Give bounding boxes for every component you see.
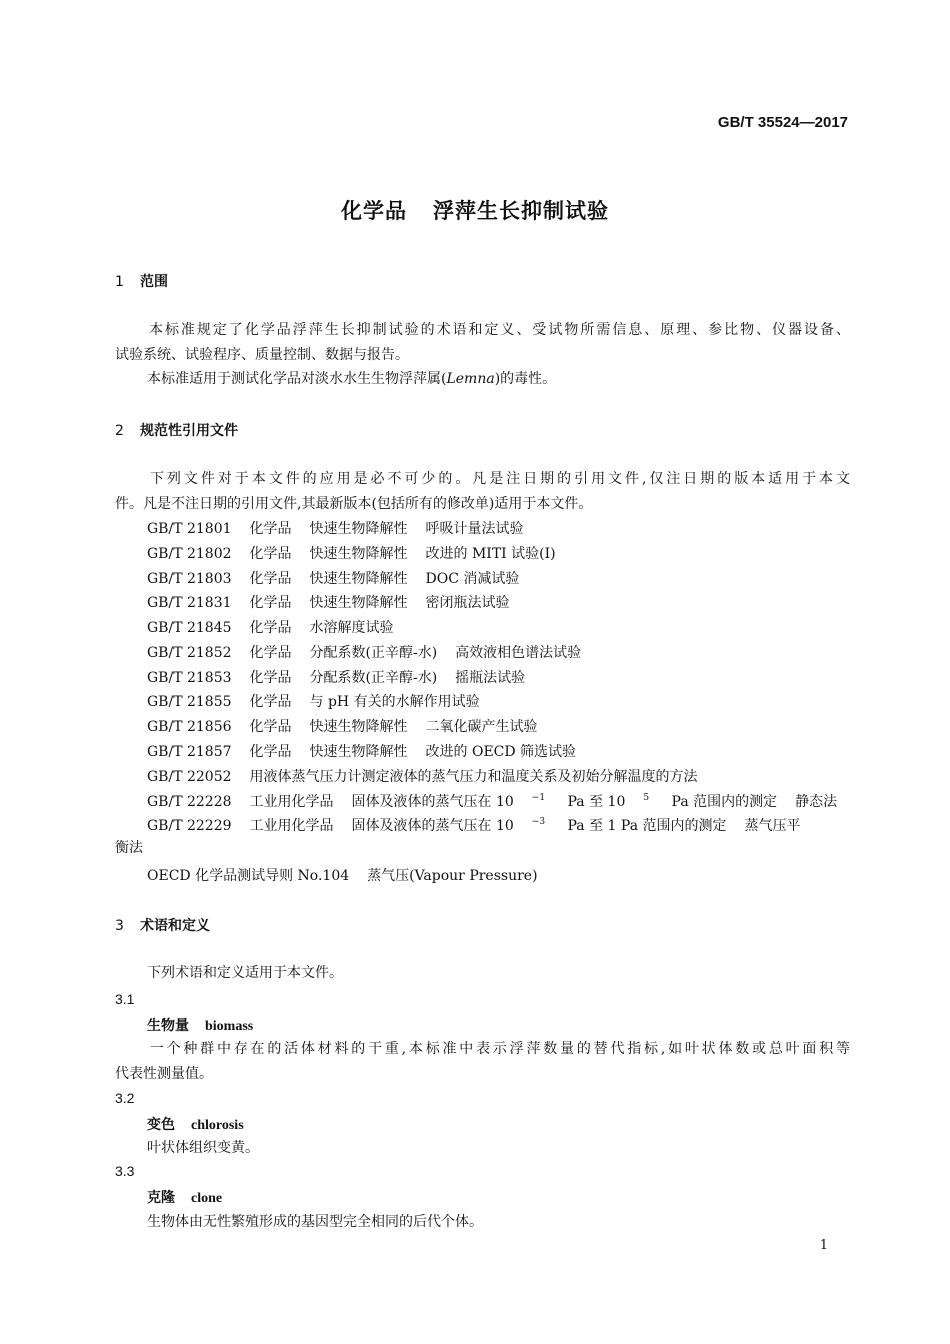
reference-item: GB/T 21845 化学品 水溶解度试验	[147, 620, 394, 636]
reference-item: GB/T 21802 化学品 快速生物降解性 改进的 MITI 试验(Ⅰ)	[147, 546, 556, 562]
reference-item: GB/T 22052 用液体蒸气压力计测定液体的蒸气压力和温度关系及初始分解温度的方法	[147, 769, 698, 785]
term-heading: 变色 chlorosis	[147, 1117, 244, 1133]
scope-paragraph-1-line-1: 本标准规定了化学品浮萍生长抑制试验的术语和定义、受试物所需信息、原理、参比物、仪器设备、	[147, 322, 850, 338]
section-number: 2	[115, 423, 124, 439]
reference-item: GB/T 22229 工业用化学品 固体及液体的蒸气压在 10 $^{-3}$ Pa 至 1 Pa 范围内的测定 蒸气压平	[147, 817, 801, 834]
section-number: 1	[115, 274, 124, 290]
term-number: 3.1	[115, 991, 135, 1007]
document-title	[0, 195, 950, 225]
scope-paragraph-1-line-2: 试验系统、试验程序、质量控制、数据与报告。	[115, 347, 409, 363]
genus-lemna: Lemna	[446, 371, 495, 387]
section-heading-2	[115, 420, 238, 440]
title-part-1: 化学品	[341, 199, 407, 223]
term-definition: 生物体由无性繁殖形成的基因型完全相同的后代个体。	[147, 1214, 483, 1230]
reference-item: GB/T 21855 化学品 与 pH 有关的水解作用试验	[147, 694, 480, 710]
section-title: 规范性引用文件	[140, 423, 238, 439]
terms-intro: 下列术语和定义适用于本文件。	[147, 965, 343, 981]
term-definition-line-2: 代表性测量值。	[115, 1066, 213, 1082]
reference-item: GB/T 22228 工业用化学品 固体及液体的蒸气压在 10 $^{-1}$ Pa 至 10 $^5$ Pa 范围内的测定 静态法	[147, 793, 838, 810]
term-definition-line-1: 一个种群中存在的活体材料的干重,本标准中表示浮萍数量的替代指标,如叶状体数或总叶面积等	[147, 1041, 850, 1057]
term-definition: 叶状体组织变黄。	[147, 1140, 259, 1156]
scope-paragraph-2: 本标准适用于测试化学品对淡水水生生物浮萍属(Lemna)的毒性。	[147, 371, 557, 387]
standard-code: GB/T 35524—2017	[717, 114, 848, 131]
reference-item: GB/T 21857 化学品 快速生物降解性 改进的 OECD 筛选试验	[147, 744, 577, 760]
title-part-2: 浮萍生长抑制试验	[433, 199, 609, 223]
section-title: 术语和定义	[140, 918, 210, 934]
page-number: 1	[819, 1238, 828, 1253]
reference-item: GB/T 21853 化学品 分配系数(正辛醇-水) 摇瓶法试验	[147, 670, 526, 686]
normative-intro-line-2: 件。凡是不注日期的引用文件,其最新版本(包括所有的修改单)适用于本文件。	[115, 496, 593, 512]
reference-item: GB/T 21801 化学品 快速生物降解性 呼吸计量法试验	[147, 521, 524, 537]
reference-item: GB/T 21856 化学品 快速生物降解性 二氧化碳产生试验	[147, 719, 538, 735]
reference-continuation: 衡法	[115, 840, 143, 856]
reference-item: GB/T 21831 化学品 快速生物降解性 密闭瓶法试验	[147, 595, 510, 611]
normative-intro-line-1: 下列文件对于本文件的应用是必不可少的。凡是注日期的引用文件,仅注日期的版本适用于本文	[147, 471, 850, 487]
term-heading: 克隆 clone	[147, 1190, 223, 1206]
term-heading: 生物量 biomass	[147, 1018, 254, 1034]
section-number: 3	[115, 918, 124, 934]
section-heading-3	[115, 915, 210, 935]
reference-item: OECD 化学品测试导则 No.104 蒸气压(Vapour Pressure)	[147, 868, 538, 884]
section-title: 范围	[140, 274, 168, 290]
term-number: 3.3	[115, 1163, 135, 1179]
reference-item: GB/T 21803 化学品 快速生物降解性 DOC 消减试验	[147, 571, 520, 587]
section-heading-1	[115, 271, 168, 291]
reference-item: GB/T 21852 化学品 分配系数(正辛醇-水) 高效液相色谱法试验	[147, 645, 582, 661]
term-number: 3.2	[115, 1090, 135, 1106]
